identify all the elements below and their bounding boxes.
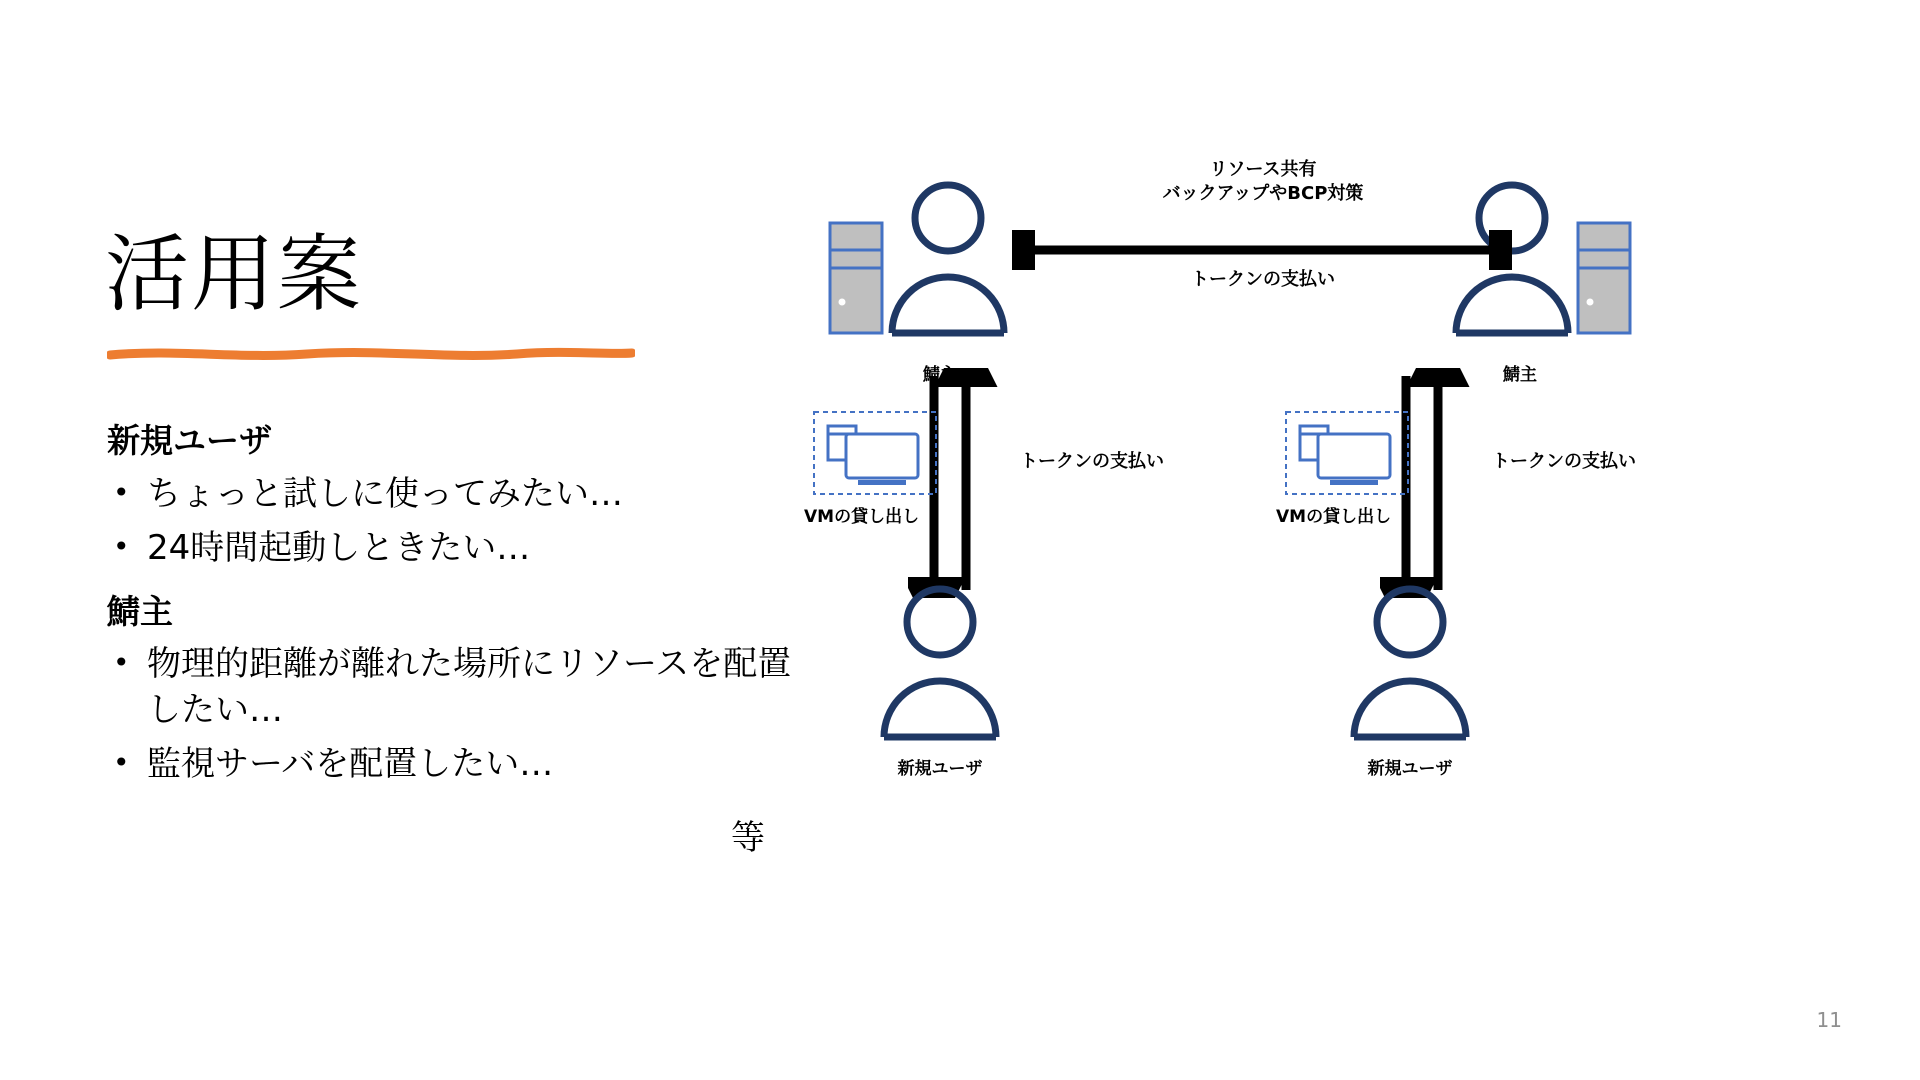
person-icon bbox=[1354, 589, 1466, 737]
server-tower-icon bbox=[830, 223, 882, 333]
vm-monitor-icon bbox=[810, 408, 940, 498]
page-title: 活用案 bbox=[105, 225, 364, 323]
node-server-owner-right bbox=[1400, 178, 1640, 385]
list-item: • ちょっと試しに使ってみたい… bbox=[105, 472, 805, 518]
arrow-resource-share-bidirectional bbox=[1012, 230, 1512, 270]
list-item: • 監視サーバを配置したい… bbox=[105, 742, 805, 788]
list-item: • 物理的距離が離れた場所にリソースを配置したい… bbox=[105, 642, 805, 734]
tail-note: 等 bbox=[731, 817, 765, 858]
label-resource-share bbox=[1078, 158, 1448, 207]
list-item: • 24時間起動しときたい… bbox=[105, 526, 805, 572]
architecture-diagram bbox=[804, 150, 1870, 910]
section-heading-new-user: 新規ユーザ bbox=[107, 421, 272, 461]
title-underline-decoration bbox=[107, 346, 635, 362]
new-user-right-graphic bbox=[1320, 582, 1500, 747]
server-tower-icon bbox=[1578, 223, 1630, 333]
label-token-payment-top: トークンの支払い bbox=[1191, 269, 1335, 290]
label-vm-lending-right: VMの貸し出し bbox=[1276, 507, 1392, 527]
label-token-payment-left: トークンの支払い bbox=[1020, 451, 1164, 472]
slide-left-content bbox=[105, 225, 805, 859]
node-caption: 新規ユーザ bbox=[1367, 759, 1453, 779]
label-vm-lending-left: VMの貸し出し bbox=[804, 507, 920, 527]
label-resource-share-line2: バックアップやBCP対策 bbox=[1162, 183, 1364, 205]
label-resource-share-line1: リソース共有 bbox=[1209, 159, 1317, 180]
bullet-list-new-user bbox=[105, 472, 805, 572]
new-user-left-graphic bbox=[850, 582, 1030, 747]
node-caption: 新規ユーザ bbox=[897, 759, 983, 779]
vm-lending-left-group bbox=[810, 408, 940, 503]
node-new-user-left bbox=[850, 582, 1030, 779]
node-new-user-right bbox=[1320, 582, 1500, 779]
label-token-payment-right: トークンの支払い bbox=[1492, 451, 1636, 472]
node-caption: 鯖主 bbox=[1503, 365, 1537, 385]
vm-lending-right-group bbox=[1282, 408, 1412, 503]
vm-monitor-icon bbox=[1282, 408, 1412, 498]
person-icon bbox=[884, 589, 996, 737]
page-number: 11 bbox=[1816, 1008, 1842, 1032]
node-server-owner-left bbox=[820, 178, 1060, 385]
bullet-list-server-owner bbox=[105, 642, 805, 788]
section-heading-server-owner: 鯖主 bbox=[107, 591, 173, 631]
person-icon bbox=[892, 185, 1004, 333]
node-caption: 鯖主 bbox=[923, 365, 957, 385]
